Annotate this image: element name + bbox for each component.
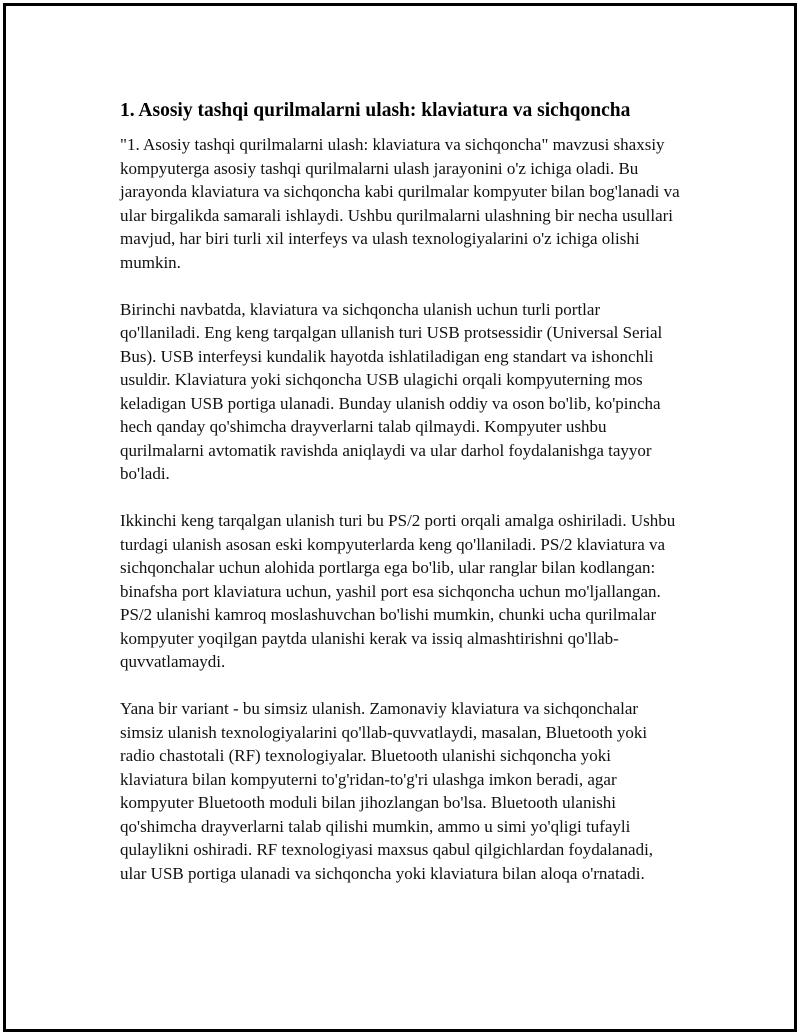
document-body: [120, 98, 680, 909]
paragraph-4: Yana bir variant - bu simsiz ulanish. Zamonaviy klaviatura va sichqonchalar simsiz ulanish texnologiyalarini qo'llab-quvvatlaydi, masalan, Bluetooth yoki radio chastotali (RF) texnologiyalar. Bluetooth ulanishi sichqoncha yoki klaviatura bilan kompyuterni to'g'ridan-to'g'ri ulashga imkon beradi, agar kompyuter Bluetooth moduli bilan jihozlangan bo'lsa. Bluetooth ulanishi qo'shimcha drayverlarni talab qilishi mumkin, ammo u simi yo'qligi tufayli qulaylikni oshiradi. RF texnologiyasi maxsus qabul qilgichlardan foydalanadi, ular USB portiga ulanadi va sichqoncha yoki klaviatura bilan aloqa o'rnatadi.: [120, 699, 654, 883]
paragraph-2: Birinchi navbatda, klaviatura va sichqoncha ulanish uchun turli portlar qo'llaniladi. Eng keng tarqalgan ullanish turi USB protsessidir (Universal Serial Bus). USB interfeysi kundalik hayotda ishlatiladigan eng standart va ishonchli usuldir. Klaviatura yoki sichqoncha USB ulagichi orqali kompyuterning mos keladigan USB portiga ulanadi. Bunday ulanish oddiy va oson bo'lib, ko'pincha hech qanday qo'shimcha drayverlarni talab qilmaydi. Kompyuter ushbu qurilmalarni avtomatik ravishda aniqlaydi va ular darhol foydalanishga tayyor bo'ladi.: [120, 299, 663, 483]
document-title: 1. Asosiy tashqi qurilmalarni ulash: klaviatura va sichqoncha: [120, 100, 631, 121]
paragraph-1: "1. Asosiy tashqi qurilmalarni ulash: klaviatura va sichqoncha" mavzusi shaxsiy kompyuterga asosiy tashqi qurilmalarni ulash jarayonini o'z ichiga oladi. Bu jarayonda klaviatura va sichqoncha kabi qurilmalar kompyuter bilan bog'lanadi va ular birgalikda samarali ishlaydi. Ushbu qurilmalarni ulashning bir necha usullari mavjud, har biri turli xil interfeys va ulash texnologiyalarini o'z ichiga olishi mumkin.: [120, 135, 680, 272]
document-page: [3, 3, 797, 1032]
paragraph-3: Ikkinchi keng tarqalgan ulanish turi bu PS/2 porti orqali amalga oshiriladi. Ushbu turdagi ulanish asosan eski kompyuterlarda keng qo'llaniladi. PS/2 klaviatura va sichqonchalar uchun alohida portlarga ega bo'lib, ular ranglar bilan kodlangan: binafsha port klaviatura uchun, yashil port esa sichqoncha uchun mo'ljallangan. PS/2 ulanishi kamroq moslashuvchan bo'lishi mumkin, chunki ucha qurilmalar kompyuter yoqilgan paytda ulanishi kerak va issiq almashtirishni qo'llab-quvvatlamaydi.: [120, 511, 676, 671]
